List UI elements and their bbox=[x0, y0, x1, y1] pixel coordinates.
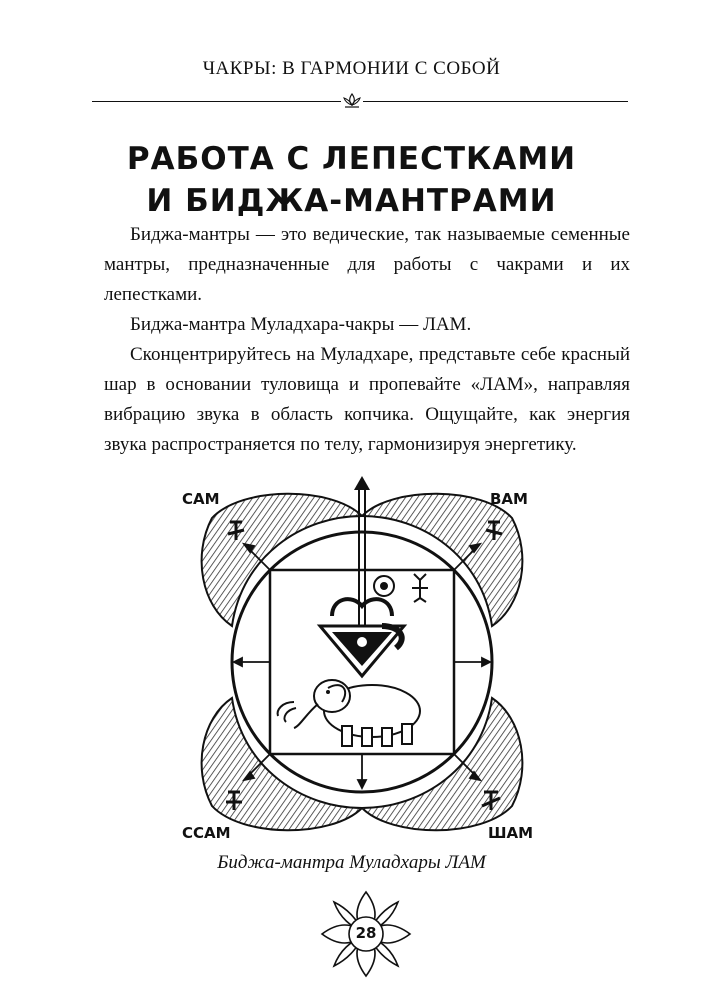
figure-caption: Биджа-мантра Муладхары ЛАМ bbox=[217, 852, 486, 873]
lotus-ornament-icon bbox=[341, 92, 363, 110]
petal-label-top-right: ВАМ bbox=[490, 490, 528, 508]
section-title-line-1: РАБОТА С ЛЕПЕСТКАМИ bbox=[126, 141, 577, 177]
section-title-line-2: И БИДЖА-МАНТРАМИ bbox=[146, 183, 557, 219]
page-number: 28 bbox=[355, 924, 377, 942]
paragraph: Биджа-мантры — это ведические, так называемые семенные мантры, предназначенные для работы с чакрами и их лепестками. bbox=[104, 224, 630, 305]
section-title bbox=[0, 138, 703, 222]
channel-arrow-icon bbox=[354, 476, 370, 490]
muladhara-diagram bbox=[182, 476, 542, 848]
running-head: ЧАКРЫ: В ГАРМОНИИ С СОБОЙ bbox=[202, 58, 501, 79]
petal-label-bottom-right: ШАМ bbox=[488, 824, 534, 842]
muladhara-figure bbox=[182, 476, 542, 848]
body-text bbox=[104, 220, 630, 460]
petal-label-top-left: САМ bbox=[182, 490, 220, 508]
paragraph: Сконцентрируйтесь на Муладхаре, представьте себе красный шар в основании туловища и пропевайте «ЛАМ», направляя вибрацию звука в область копчика. Ощущайте, как энергия звука распространяется по телу, гармонизируя энергетику. bbox=[104, 344, 630, 455]
paragraph: Биджа-мантра Муладхара-чакры — ЛАМ. bbox=[130, 314, 472, 335]
petal-label-bottom-left: ССАМ bbox=[182, 824, 231, 842]
